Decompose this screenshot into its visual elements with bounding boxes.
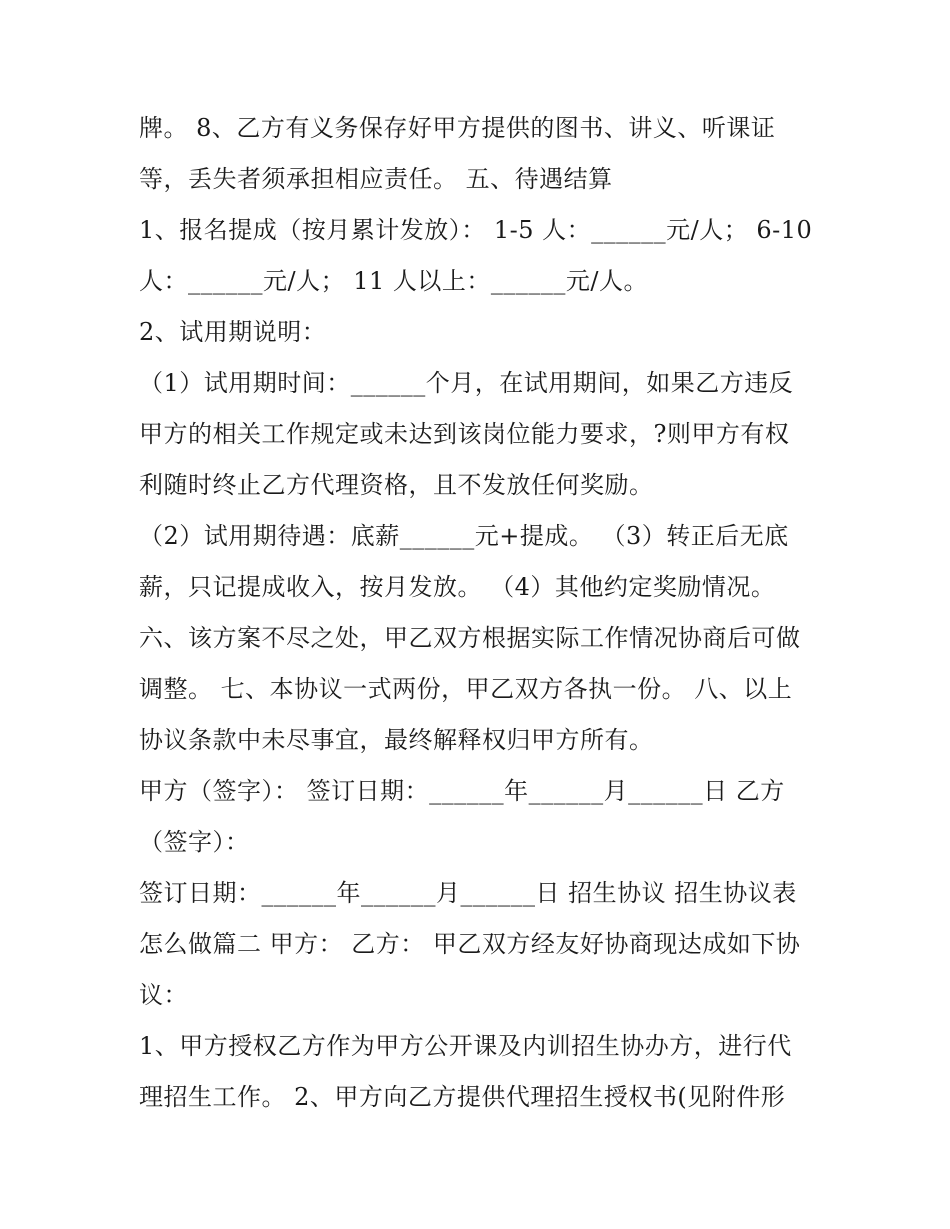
text-line: 1、甲方授权乙方作为甲方公开课及内训招生协办方，进行代 [139, 1032, 792, 1060]
text-line: 等，丢失者须承担相应责任。 五、待遇结算 [139, 165, 613, 193]
text-line: 怎么做篇二 甲方： 乙方： 甲乙双方经友好协商现达成如下协 [139, 930, 801, 958]
text-line: 议： [139, 981, 188, 1009]
text-line: 2、试用期说明： [139, 318, 327, 346]
text-line: （签字）： [139, 828, 250, 856]
text-line: 利随时终止乙方代理资格，且不发放任何奖励。 [139, 471, 654, 499]
text-line: 甲方的相关工作规定或未达到该岗位能力要求，?则甲方有权 [139, 420, 790, 448]
text-line: （2）试用期待遇：底薪______元+提成。 （3）转正后无底 [139, 522, 789, 550]
text-line: 调整。 七、本协议一式两份，甲乙双方各执一份。 八、以上 [139, 675, 793, 703]
text-line: 1、报名提成（按月累计发放）： 1-5 人：______元/人； 6-10 [139, 216, 813, 244]
document-body [139, 103, 829, 1123]
text-line: 薪，只记提成收入，按月发放。 （4）其他约定奖励情况。 [139, 573, 776, 601]
text-line: 理招生工作。 2、甲方向乙方提供代理招生授权书(见附件形 [139, 1083, 786, 1111]
text-line: 签订日期：______年______月______日 招生协议 招生协议表 [139, 879, 797, 907]
text-line: 协议条款中未尽事宜，最终解释权归甲方所有。 [139, 726, 654, 754]
text-line: 牌。 8、乙方有义务保存好甲方提供的图书、讲义、听课证 [139, 114, 776, 142]
text-line: 六、该方案不尽之处，甲乙双方根据实际工作情况协商后可做 [139, 624, 801, 652]
text-line: 人：______元/人； 11 人以上：______元/人。 [139, 267, 648, 295]
text-line: 甲方（签字）： 签订日期：______年______月______日 乙方 [139, 777, 785, 805]
text-line: （1）试用期时间：______个月，在试用期间，如果乙方违反 [139, 369, 794, 397]
